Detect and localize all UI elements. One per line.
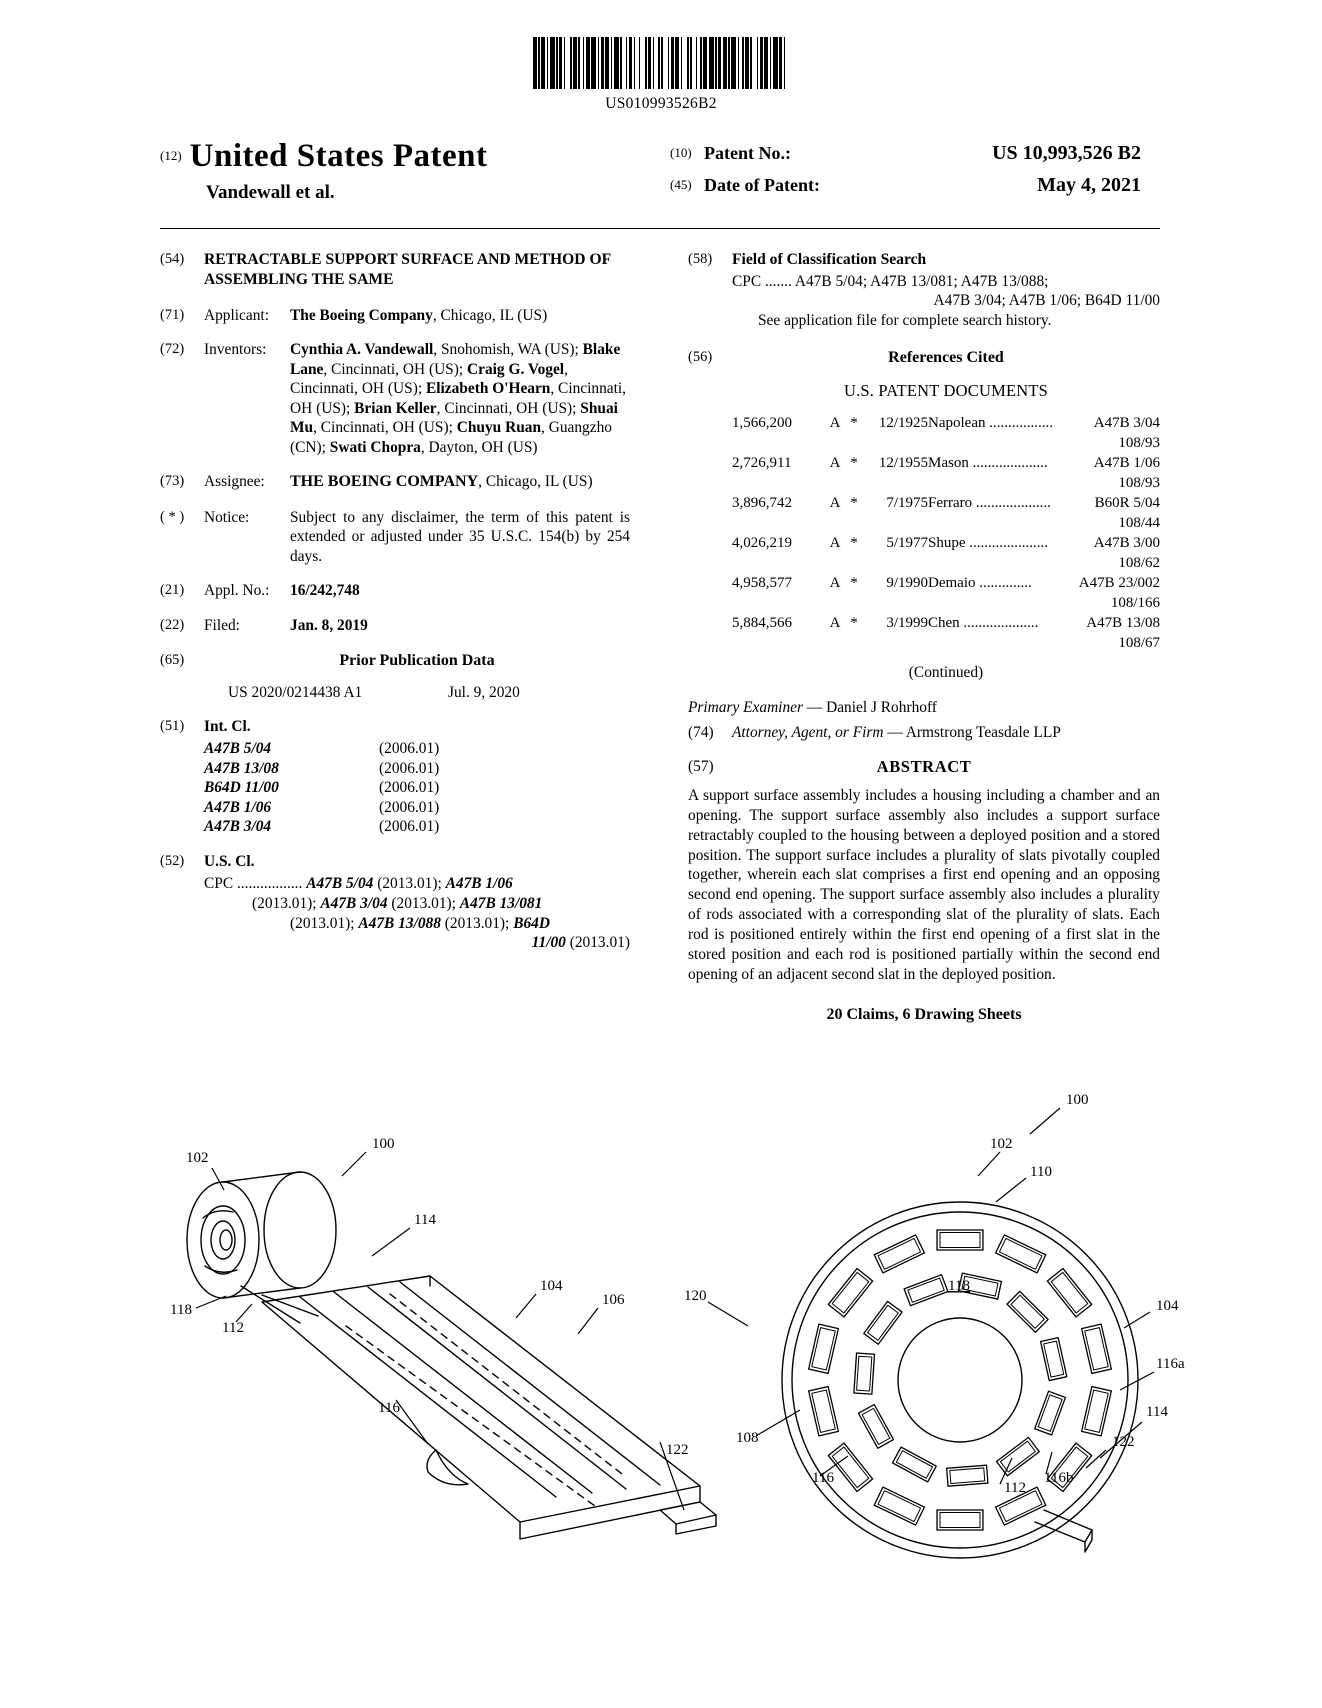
primary-inventor-line: Vandewall et al. [206, 182, 335, 203]
reference-kind: A [829, 535, 841, 552]
reference-class: B60R 5/04 [1094, 494, 1160, 511]
header-divider [160, 228, 1160, 229]
prior-pub-title: Prior Publication Data [339, 651, 495, 669]
reference-class: A47B 3/04 [1093, 414, 1160, 431]
reference-star: * [850, 414, 858, 431]
field-appl-no-num: (21) [160, 582, 185, 599]
figure-reference-label: 104 [1156, 1298, 1179, 1314]
field-title-num: (54) [160, 251, 185, 267]
int-cl-row [204, 739, 630, 759]
header-left [160, 138, 670, 204]
attorney-dash: — [883, 724, 906, 742]
int-cl-row [204, 798, 630, 818]
assignee-name: THE BOEING COMPANY [290, 473, 479, 491]
us-cl-code-2: A47B 1/06 [445, 875, 513, 893]
field-references [688, 348, 1160, 682]
filed-value: Jan. 8, 2019 [290, 617, 368, 635]
inventor-location: , Guangzho (CN); [290, 419, 612, 456]
figure-reference-label: 122 [1112, 1434, 1135, 1450]
primary-examiner-name: Daniel J Rohrhoff [826, 698, 937, 716]
figure-svg [0, 1090, 1322, 1650]
reference-subclass: 108/93 [1118, 474, 1160, 491]
int-cl-row [204, 817, 630, 837]
field-int-cl [160, 717, 630, 836]
int-cl-table [204, 739, 630, 837]
figure-reference-label: 118 [948, 1278, 970, 1294]
figure-reference-label: 110 [1030, 1164, 1052, 1180]
us-cl-label: U.S. Cl. [204, 852, 255, 870]
field-assignee-label: Assignee: [204, 473, 265, 491]
abstract-title: ABSTRACT [876, 757, 972, 776]
int-cl-version: (2006.01) [379, 779, 440, 797]
header-right [670, 138, 1160, 206]
assignee-address: , Chicago, IL (US) [478, 473, 593, 491]
reference-subclass: 108/166 [1110, 595, 1160, 612]
reference-date: 9/1990 [886, 575, 928, 592]
int-cl-row [204, 778, 630, 798]
reference-date: 12/1955 [878, 454, 928, 471]
date-of-patent-label: Date of Patent: [704, 175, 820, 195]
figure-reference-label: 118 [170, 1302, 192, 1318]
figure-reference-label: 116 [378, 1400, 400, 1416]
int-cl-version: (2006.01) [379, 740, 440, 758]
reference-subclass: 108/62 [1118, 555, 1160, 572]
reference-class: A47B 3/00 [1093, 535, 1160, 552]
examiner-dash: — [802, 698, 827, 716]
left-column [160, 250, 630, 968]
patent-no-label: Patent No.: [704, 143, 791, 163]
us-cl-line-4: 11/00 (2013.01) [531, 934, 630, 952]
table-row [732, 574, 1160, 594]
int-cl-code: A47B 3/04 [204, 818, 272, 836]
table-row [732, 454, 1160, 474]
field-assignee-num: (73) [160, 473, 185, 490]
field-fcs-num: (58) [688, 251, 713, 267]
field-us-cl [160, 852, 630, 953]
figure-reference-label: 108 [736, 1430, 759, 1446]
fcs-line-2: A47B 3/04; A47B 1/06; B64D 11/00 [933, 292, 1160, 310]
inventor-location: , Cincinnati, OH (US); [313, 419, 453, 437]
field-applicant-label: Applicant: [204, 306, 269, 324]
figure-reference-label: 104 [540, 1278, 563, 1294]
abstract-num: (57) [688, 758, 714, 775]
inventor-name: Elizabeth O'Hearn [425, 380, 551, 398]
fcs-title: Field of Classification Search [732, 251, 927, 268]
inventor-name: Shuai Mu [290, 399, 618, 437]
inventor-entry [290, 341, 583, 358]
inventor-name: Brian Keller [354, 399, 437, 417]
figure-reference-label: 116b [1044, 1470, 1074, 1486]
reference-name: Shupe ..................... [928, 535, 1048, 552]
int-cl-version: (2006.01) [379, 818, 440, 836]
inventor-name: Swati Chopra [329, 438, 421, 456]
int-cl-version: (2006.01) [379, 798, 440, 816]
field-filed-label: Filed: [204, 617, 240, 635]
figure-reference-label: 100 [372, 1136, 395, 1152]
notice-text: Subject to any disclaimer, the term of this patent is extended or adjusted under 35 U.S.C. 154(b) by 254 days. [290, 508, 630, 565]
reference-subclass: 108/67 [1118, 635, 1160, 652]
prior-pub-date: Jul. 9, 2020 [448, 683, 520, 701]
reference-name: Demaio .............. [928, 575, 1032, 592]
reference-subclass: 108/93 [1118, 434, 1160, 451]
assignee-value [290, 472, 630, 492]
field-title [160, 250, 630, 291]
inventor-location: , Snohomish, WA (US); [433, 341, 579, 359]
drawing-figure [0, 1090, 1322, 1650]
inventor-location: , Cincinnati, OH (US); [323, 360, 464, 378]
int-cl-row [204, 759, 630, 779]
page-title: United States Patent [189, 138, 488, 174]
barcode-block [0, 28, 1322, 113]
reference-date: 5/1977 [886, 535, 928, 552]
inventor-location: , Dayton, OH (US) [420, 438, 538, 456]
field-int-cl-num: (51) [160, 718, 185, 735]
us-cl-line-1 [204, 874, 630, 894]
inventor-name: Craig G. Vogel [467, 360, 565, 378]
applicant-address: , Chicago, IL (US) [432, 306, 548, 324]
int-cl-label: Int. Cl. [204, 718, 251, 736]
references-body [732, 348, 1160, 682]
field-us-cl-num: (52) [160, 852, 185, 869]
attorney-label: Attorney, Agent, or Firm [732, 724, 884, 742]
primary-examiner-line [688, 698, 1160, 718]
field-assignee [160, 472, 630, 492]
inventor-location: , Cincinnati, OH (US); [290, 360, 568, 398]
reference-star: * [850, 575, 858, 592]
field-fcs [688, 250, 1160, 330]
references-table [732, 414, 1160, 655]
field-notice-label: Notice: [204, 508, 250, 526]
appl-no-value: 16/242,748 [290, 582, 360, 600]
table-row-sub [732, 554, 1160, 574]
reference-star: * [850, 615, 858, 632]
references-title: References Cited [888, 349, 1004, 367]
continued-label: (Continued) [908, 664, 984, 682]
figure-reference-label: 120 [684, 1288, 707, 1304]
reference-kind: A [829, 454, 841, 471]
inventor-name: Chuyu Ruan [456, 419, 542, 437]
figure-reference-label: 116a [1156, 1356, 1185, 1372]
field-notice [160, 508, 630, 567]
reference-star: * [850, 494, 858, 511]
table-row [732, 534, 1160, 554]
barcode-image [533, 37, 789, 89]
prior-pub-id: US 2020/0214438 A1 [228, 683, 363, 701]
figure-reference-label: 114 [414, 1212, 436, 1228]
reference-number: 5,884,566 [732, 615, 792, 632]
invention-title: RETRACTABLE SUPPORT SURFACE AND METHOD OF ASSEMBLING THE SAME [204, 251, 611, 289]
fcs-line-3: See application file for complete search history. [758, 311, 1052, 329]
patent-no-value: US 10,993,526 B2 [992, 142, 1141, 164]
inventors-list [290, 340, 630, 457]
date-of-patent-num: (45) [670, 177, 692, 192]
abstract-text: A support surface assembly includes a housing including a chamber and an opening. The support surface assembly also includes a support surface retractably coupled to the housing between a deployed position and a stored position. The support surface includes a plurality of slats pivotally coupled together, wherein each slat comprises a first end opening and an opposing second end opening. The support surface assembly also includes a plurality of rods associated with a corresponding slat of the plurality of slats. Each rod is positioned entirely within the first end opening of a first slat in the stored position and each rod is positioned partially within the second end opening of an adjacent second slat in the deployed position. [688, 786, 1160, 983]
fcs-body [732, 250, 1160, 330]
figure-reference-label: 112 [222, 1320, 244, 1336]
table-row [732, 614, 1160, 634]
barcode-number: US010993526B2 [605, 95, 717, 112]
attorney-num: (74) [688, 724, 714, 742]
reference-name: Ferraro .................... [928, 494, 1051, 511]
reference-date: 12/1925 [878, 414, 928, 431]
date-of-patent-value: May 4, 2021 [1037, 174, 1141, 196]
field-notice-num: ( * ) [160, 508, 185, 525]
inventor-name: Cynthia A. Vandewall [290, 341, 434, 359]
us-cl-line-2: (2013.01); A47B 3/04 (2013.01); A47B 13/081 [252, 894, 543, 912]
fcs-line-1: CPC ....... A47B 5/04; A47B 13/081; A47B 13/088; [732, 272, 1049, 290]
inventor-location: , Cincinnati, OH (US); [436, 399, 577, 417]
reference-number: 2,726,911 [732, 454, 792, 471]
claims-sheets-line: 20 Claims, 6 Drawing Sheets [826, 1005, 1022, 1023]
table-row [732, 414, 1160, 434]
reference-star: * [850, 454, 858, 471]
applicant-name: The Boeing Company [290, 306, 433, 324]
reference-kind: A [829, 575, 841, 592]
reference-name: Chen .................... [928, 615, 1039, 632]
reference-star: * [850, 535, 858, 552]
reference-kind: A [829, 494, 841, 511]
table-row [732, 494, 1160, 514]
field-prior-pub-num: (65) [160, 651, 185, 668]
reference-kind: A [829, 414, 841, 431]
reference-subclass: 108/44 [1118, 514, 1160, 531]
field-inventors [160, 340, 630, 457]
field-appl-no-label: Appl. No.: [204, 582, 270, 600]
figure-reference-label: 116 [812, 1470, 834, 1486]
applicant-value [290, 306, 630, 326]
reference-class: A47B 23/002 [1078, 575, 1160, 592]
reference-number: 1,566,200 [732, 414, 792, 431]
field-inventors-num: (72) [160, 341, 185, 358]
table-row-sub [732, 634, 1160, 654]
field-filed-num: (22) [160, 617, 185, 634]
field-filed [160, 616, 630, 636]
field-prior-pub [160, 651, 630, 703]
int-cl-code: B64D 11/00 [204, 779, 279, 797]
us-patent-documents-title: U.S. PATENT DOCUMENTS [843, 380, 1049, 400]
figure-reference-label: 112 [1004, 1480, 1026, 1496]
int-cl-code: A47B 13/08 [204, 759, 279, 777]
us-cl-body [204, 852, 630, 953]
reference-kind: A [829, 615, 841, 632]
reference-date: 7/1975 [886, 494, 928, 511]
field-applicant [160, 306, 630, 326]
reference-name: Napolean ................. [928, 414, 1053, 431]
field-appl-no [160, 581, 630, 601]
table-row-sub [732, 514, 1160, 534]
field-applicant-num: (71) [160, 306, 185, 323]
figure-reference-label: 114 [1146, 1404, 1168, 1420]
reference-class: A47B 13/08 [1086, 615, 1160, 632]
inventor-entry [354, 400, 580, 417]
int-cl-version: (2006.01) [379, 759, 440, 777]
figure-reference-label: 106 [602, 1292, 625, 1308]
int-cl-code: A47B 5/04 [204, 740, 272, 758]
us-cl-code-1: A47B 5/04 [306, 875, 374, 893]
int-cl-code: A47B 1/06 [204, 798, 272, 816]
figure-reference-label: 102 [990, 1136, 1013, 1152]
table-row-sub [732, 434, 1160, 454]
prior-pub-body [204, 651, 630, 703]
figure-reference-label: 102 [186, 1150, 209, 1166]
inventor-location: , Cincinnati, OH (US); [290, 380, 627, 417]
attorney-line [688, 723, 1160, 743]
reference-class: A47B 1/06 [1093, 454, 1160, 471]
us-cl-prefix: CPC ................. [204, 875, 303, 893]
right-column [688, 250, 1160, 1025]
figure-reference-label: 100 [1066, 1092, 1089, 1108]
reference-date: 3/1999 [886, 615, 928, 632]
int-cl-body [204, 717, 630, 836]
reference-name: Mason .................... [928, 454, 1048, 471]
table-row-sub [732, 474, 1160, 494]
kind-code: (12) [160, 148, 182, 163]
field-references-num: (56) [688, 349, 713, 366]
us-cl-line-3: (2013.01); A47B 13/088 (2013.01); B64D [290, 914, 550, 932]
table-row-sub [732, 594, 1160, 614]
figure-reference-label: 122 [666, 1442, 689, 1458]
us-cl-date-1: (2013.01); [377, 875, 442, 893]
reference-number: 4,026,219 [732, 535, 792, 552]
field-inventors-label: Inventors: [204, 341, 267, 359]
reference-number: 4,958,577 [732, 575, 792, 592]
primary-examiner-label: Primary Examiner [688, 698, 803, 716]
abstract-header [688, 757, 1160, 778]
reference-number: 3,896,742 [732, 494, 792, 511]
inventor-entry [330, 439, 538, 456]
attorney-name: Armstrong Teasdale LLP [905, 724, 1061, 742]
patent-no-num: (10) [670, 145, 692, 160]
patent-header [160, 138, 1160, 206]
inventor-name: Blake Lane [290, 341, 621, 378]
